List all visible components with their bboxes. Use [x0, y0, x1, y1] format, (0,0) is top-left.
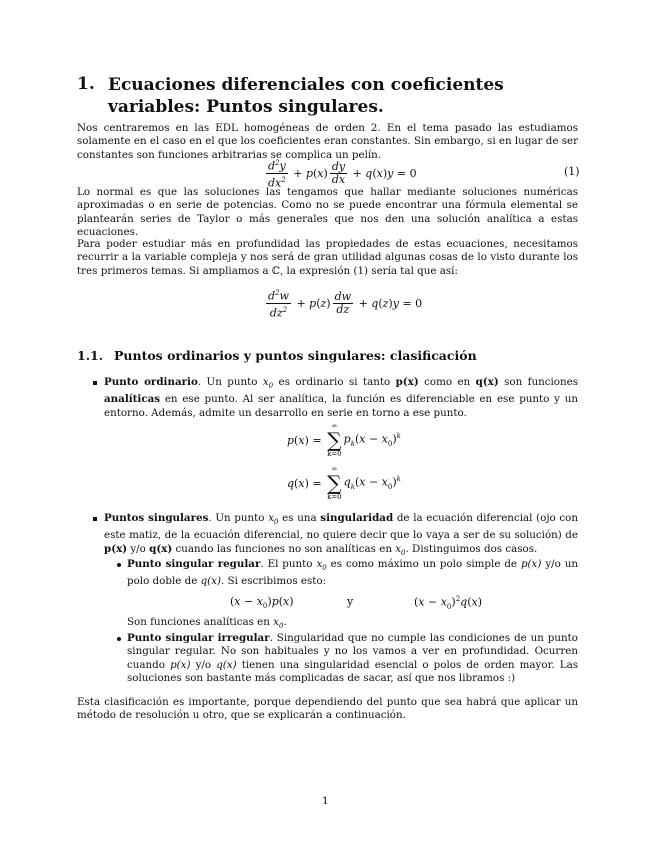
bullet-marker	[93, 381, 97, 385]
text-run: . Un punto	[197, 376, 263, 388]
p-of-x: p(x)	[104, 542, 128, 555]
equation-number: (1)	[564, 165, 580, 178]
singular-term: Puntos singulares	[104, 512, 209, 524]
analytic-term: analíticas	[104, 393, 161, 406]
equation-series-p: p(x) = ∞ ∑ k=0 $p_k(x - x_0)^k$	[287, 422, 401, 458]
analytic-note: Son funciones analíticas en $x_0$.	[127, 616, 287, 631]
q-of-x: q(x)	[475, 376, 499, 388]
subsection-title: Puntos ordinarios y puntos singulares: clasificación	[114, 348, 477, 363]
ordinary-term: Punto ordinario	[104, 376, 198, 388]
text-run: es ordinario si tanto	[273, 376, 396, 388]
p-of-x: p(x)	[395, 376, 419, 388]
text-run: . Si escribimos esto:	[221, 575, 327, 588]
sub-bullet-marker	[117, 637, 121, 641]
text-run: de la ecuación diferencial (ojo con este matiz, de la ecuación diferencial, no quiere decir que lo vaya a ser de su solución) de	[104, 512, 578, 542]
page-number: 1	[322, 795, 329, 807]
text-run: . Singularidad que no cumple las condiciones de un punto singular regular. No son habituales y no los vamos a ver en profundidad. Ocurren cuando	[127, 632, 578, 671]
text-run: . El punto	[260, 558, 317, 570]
irregular-term: Punto singular irregular	[127, 632, 270, 644]
expr-p-term: $(x - x_0)p(x)$	[230, 595, 294, 611]
intro-paragraph-3: Para poder estudiar más en profundidad las propiedades de estas ecuaciones, necesitamos recurrir a la variable compleja y nos será de gran utilidad algunas cosas de lo visto durante los tres primeros temas. Si ampliamos a ℂ, la expresión (1) sería tal que así:	[77, 238, 578, 277]
q-of-x: q(x)	[149, 542, 173, 555]
text-run: y/o un polo doble de	[127, 558, 578, 588]
conjunction: y	[347, 595, 354, 608]
equation-series-q: q(x) = ∞ ∑ k=0 $q_k(x - x_0)^k$	[287, 465, 401, 501]
equation-1: $\frac{d^2y}{dx^2}$ + p(x) $\frac{dy}{dx}$ + q(x)y = 0	[268, 159, 417, 190]
text-run: es una	[278, 512, 321, 524]
text-run: tienen una singularidad esencial o polos de orden mayor. Las soluciones son bastante más complicadas de sacar, así que nos libramos :)	[127, 658, 578, 684]
text-run: en ese punto. Al ser analítica, la función es diferenciable en ese punto y un entorno. Además, admite un desarrollo en serie en torno a ese punto.	[104, 393, 578, 419]
equation-complex: $\frac{d^2w}{dz^2}$ + p(z) $\frac{dw}{dz}$ + q(z)y = 0	[268, 289, 423, 320]
irregular-singular-item: Punto singular irregular. Singularidad que no cumple las condiciones de un punto singular regular. No son habituales y no los vamos a ver en profundidad. Ocurren cuando p(x) y/o q(x) tienen una singularidad esencial o polos de orden mayor. Las soluciones son bastante más complicadas de sacar, así que nos libramos :)	[127, 632, 578, 684]
subsection-number: 1.1.	[77, 348, 104, 363]
expr-q-term: $(x - x_0)^2q(x)$	[414, 595, 483, 611]
text-run: . Un punto	[208, 512, 269, 524]
text-run: y/o	[190, 658, 217, 671]
closing-paragraph: Esta clasificación es importante, porque dependiendo del punto que sea habrá que aplicar un método de resolución u otro, que se explicarán a continuación.	[77, 696, 578, 722]
text-run: es como máximo un polo simple de	[326, 558, 521, 570]
text-run: como en	[418, 376, 476, 388]
intro-paragraph-2: Lo normal es que las soluciones las tengamos que hallar mediante soluciones numéricas aproximadas o en serie de potencias. Como no se puede encontrar una fórmula elemental se plantearán series de Taylor o más generales que nos den una solución analítica a estas ecuaciones.	[77, 186, 578, 238]
sub-bullet-marker	[117, 563, 121, 567]
ordinary-point-item: Punto ordinario. Un punto $x_0$ es ordinario si tanto p(x) como en q(x) son funciones analíticas en ese punto. Al ser analítica, la función es diferenciable en ese punto y un entorno. Además, admite un desarrollo en serie en torno a ese punto.	[104, 376, 578, 419]
text-run: Son funciones analíticas en	[127, 616, 274, 628]
singular-points-item: Puntos singulares. Un punto $x_0$ es una singularidad de la ecuación diferencial (ojo con este matiz, de la ecuación diferencial, no quiere decir que lo vaya a ser de su solución) de p(x) y/o q(x) cuando las funciones no son analíticas en $x_0$. Distinguimos dos casos.	[104, 512, 578, 557]
regular-singular-item: Punto singular regular. El punto $x_0$ es como máximo un polo simple de p(x) y/o un polo doble de q(x). Si escribimos esto:	[127, 558, 578, 588]
text-run: . Distinguimos dos casos.	[405, 542, 538, 555]
singularity-term: singularidad	[320, 512, 394, 524]
section-title: Ecuaciones diferenciales con coeficientes variables: Puntos singulares.	[108, 75, 504, 117]
text-run: cuando las funciones no son analíticas en	[172, 542, 396, 555]
text-run: y/o	[127, 542, 150, 555]
section-number: 1.	[77, 74, 95, 94]
intro-paragraph-1: Nos centraremos en las EDL homogéneas de orden 2. En el tema pasado las estudiamos solamente en el caso en el que los coeficientes eran constantes. Sin embargo, si en lugar de ser constantes son funciones arbitrarias se complica un pelín.	[77, 122, 578, 161]
regular-term: Punto singular regular	[127, 558, 261, 570]
text-run: son funciones	[498, 376, 578, 388]
bullet-marker	[93, 517, 97, 521]
